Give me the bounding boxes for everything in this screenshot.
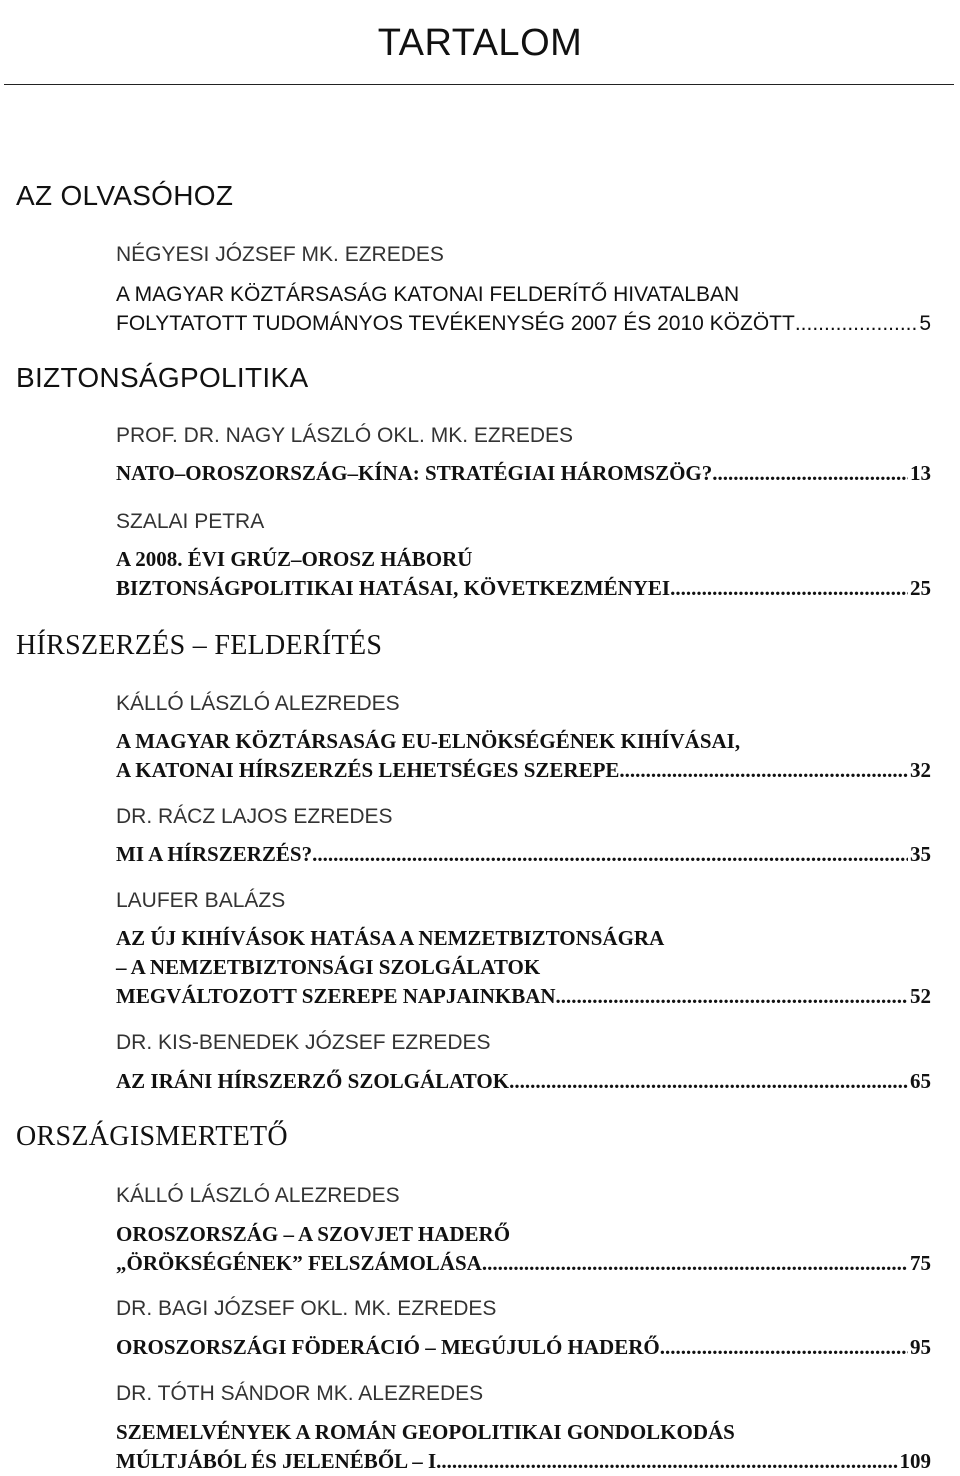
entry-author: KÁLLÓ LÁSZLÓ ALEZREDES [116, 692, 400, 715]
toc-entry[interactable] [116, 280, 931, 338]
page-title: TARTALOM [377, 22, 583, 64]
entry-author: KÁLLÓ LÁSZLÓ ALEZREDES [116, 1184, 400, 1207]
dot-leader [482, 1249, 908, 1278]
toc-entry[interactable] [116, 840, 931, 869]
dot-leader [619, 756, 908, 785]
entry-title-last-line [116, 756, 931, 785]
dot-leader [670, 574, 908, 603]
entry-title-text: MI A HÍRSZERZÉS? [116, 842, 313, 866]
entry-title-line: SZEMELVÉNYEK A ROMÁN GEOPOLITIKAI GONDOLKODÁS [116, 1420, 735, 1444]
entry-title-last-line [116, 1067, 931, 1096]
entry-title-text: MEGVÁLTOZOTT SZEREPE NAPJAINKBAN [116, 984, 556, 1008]
entry-title-text: FOLYTATOTT TUDOMÁNYOS TEVÉKENYSÉG 2007 ÉS 2010 KÖZÖTT [116, 312, 795, 335]
entry-title-text: NATO–OROSZORSZÁG–KÍNA: STRATÉGIAI HÁROMSZÖG? [116, 461, 713, 485]
entry-title-last-line [116, 459, 931, 488]
entry-title-last-line [116, 309, 931, 338]
entry-title-text: A KATONAI HÍRSZERZÉS LEHETSÉGES SZEREPE [116, 758, 620, 782]
toc-entry[interactable] [116, 727, 931, 785]
toc-entry[interactable] [116, 1067, 931, 1096]
toc-entry[interactable] [116, 1418, 931, 1476]
entry-page-number: 25 [910, 576, 931, 600]
entry-title-last-line [116, 1249, 931, 1278]
entry-author: DR. BAGI JÓZSEF OKL. MK. EZREDES [116, 1297, 497, 1320]
dot-leader [712, 459, 908, 488]
entry-title-line: – A NEMZETBIZTONSÁGI SZOLGÁLATOK [116, 955, 541, 979]
entry-page-number: 75 [910, 1251, 931, 1275]
entry-author: PROF. DR. NAGY LÁSZLÓ OKL. MK. EZREDES [116, 424, 574, 447]
entry-author: DR. KIS-BENEDEK JÓZSEF EZREDES [116, 1031, 491, 1054]
entry-title-last-line [116, 1333, 931, 1362]
toc-entry[interactable] [116, 545, 931, 603]
entry-page-number: 52 [910, 984, 931, 1008]
entry-page-number: 32 [910, 758, 931, 782]
entry-page-number: 35 [910, 842, 931, 866]
entry-title-text: OROSZORSZÁGI FÖDERÁCIÓ – MEGÚJULÓ HADERŐ [116, 1335, 660, 1359]
section-heading-az-olvasohoz: AZ OLVASÓHOZ [16, 180, 234, 211]
dot-leader [795, 309, 918, 338]
section-heading-hirszerzes-felderites: HÍRSZERZÉS – FELDERÍTÉS [16, 630, 383, 661]
toc-entry[interactable] [116, 459, 931, 488]
entry-title-line: A MAGYAR KÖZTÁRSASÁG KATONAI FELDERÍTŐ HIVATALBAN [116, 283, 740, 306]
toc-entry[interactable] [116, 924, 931, 1011]
section-heading-biztonsagpolitika: BIZTONSÁGPOLITIKA [16, 362, 309, 393]
entry-author: DR. RÁCZ LAJOS EZREDES [116, 805, 393, 828]
entry-page-number: 5 [919, 312, 931, 335]
entry-title-line: OROSZORSZÁG – A SZOVJET HADERŐ [116, 1222, 511, 1246]
entry-title-line: AZ ÚJ KIHÍVÁSOK HATÁSA A NEMZETBIZTONSÁGRA [116, 926, 665, 950]
entry-page-number: 65 [910, 1069, 931, 1093]
entry-title-line: A MAGYAR KÖZTÁRSASÁG EU-ELNÖKSÉGÉNEK KIHÍVÁSAI, [116, 729, 741, 753]
entry-page-number: 95 [910, 1335, 931, 1359]
entry-author: DR. TÓTH SÁNDOR MK. ALEZREDES [116, 1382, 484, 1405]
entry-title-text: AZ IRÁNI HÍRSZERZŐ SZOLGÁLATOK [116, 1069, 510, 1093]
entry-title-text: „ÖRÖKSÉGÉNEK” FELSZÁMOLÁSA [116, 1251, 482, 1275]
dot-leader [509, 1067, 908, 1096]
section-heading-orszagismerteto: ORSZÁGISMERTETŐ [16, 1121, 288, 1152]
entry-title-last-line [116, 982, 931, 1011]
entry-author: LAUFER BALÁZS [116, 889, 286, 912]
toc-entry[interactable] [116, 1333, 931, 1362]
entry-author: SZALAI PETRA [116, 510, 265, 533]
entry-title-last-line [116, 840, 931, 869]
entry-title-last-line [116, 574, 931, 603]
toc-entry[interactable] [116, 1220, 931, 1278]
dot-leader [556, 982, 908, 1011]
entry-author: NÉGYESI JÓZSEF MK. EZREDES [116, 243, 444, 266]
entry-page-number: 109 [899, 1449, 931, 1473]
dot-leader [660, 1333, 908, 1362]
entry-page-number: 13 [910, 461, 931, 485]
entry-title-line: A 2008. ÉVI GRÚZ–OROSZ HÁBORÚ [116, 547, 473, 571]
dot-leader [312, 840, 908, 869]
entry-title-text: MÚLTJÁBÓL ÉS JELENÉBŐL – I. [116, 1449, 442, 1473]
title-divider [4, 84, 954, 85]
entry-title-text: BIZTONSÁGPOLITIKAI HATÁSAI, KÖVETKEZMÉNYEI [116, 576, 671, 600]
